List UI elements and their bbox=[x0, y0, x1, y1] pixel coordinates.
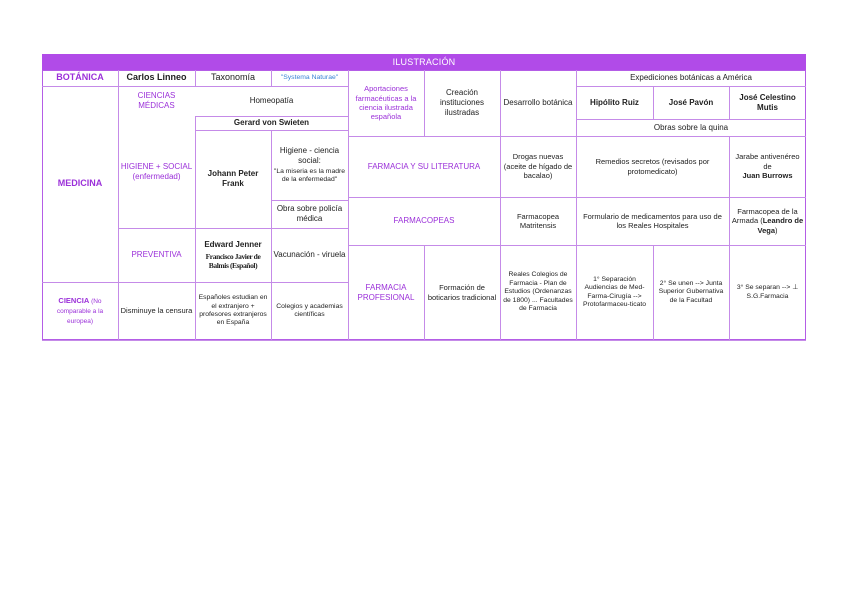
pavon-cell: José Pavón bbox=[668, 97, 714, 107]
preventiva-cell: PREVENTIVA bbox=[131, 250, 182, 259]
expediciones-header: Expediciones botánicas a América bbox=[630, 73, 752, 82]
quina-cell: Obras sobre la quina bbox=[653, 122, 729, 132]
vacunacion-cell: Vacunación - viruela bbox=[273, 250, 346, 259]
leandro-text: Leandro de Vega bbox=[757, 216, 804, 235]
grid-line bbox=[42, 340, 806, 341]
burrows-text: Juan Burrows bbox=[742, 171, 793, 181]
higiene-ciencia-text: Higiene - ciencia social: bbox=[279, 145, 340, 165]
homeopatia-cell: Homeopatía bbox=[249, 96, 294, 105]
armada-pre: Farmacopea de la Armada ( bbox=[731, 206, 798, 226]
censura-cell: Disminuye la censura bbox=[120, 306, 193, 316]
frank-cell: Johann Peter Frank bbox=[207, 169, 259, 188]
taxonomia-cell: Taxonomía bbox=[210, 72, 256, 83]
estudian-cell: Españoles estudian en el extranjero + profesores extranjeros en España bbox=[198, 294, 268, 327]
systema-cell: "Systema Naturae" bbox=[280, 73, 339, 81]
botanica-label: BOTÁNICA bbox=[56, 72, 104, 83]
jarabe-cell bbox=[729, 136, 806, 197]
ciencia-label bbox=[44, 296, 116, 326]
armada-post: ) bbox=[775, 225, 778, 235]
jenner-balmis-cell bbox=[195, 228, 271, 282]
ciencia-cell bbox=[42, 282, 118, 340]
formulario-cell: Formulario de medicamentos para uso de los Reales Hospitales bbox=[583, 211, 722, 230]
jenner-text: Edward Jenner bbox=[204, 239, 262, 249]
linneo-cell: Carlos Linneo bbox=[126, 72, 187, 83]
mutis-cell: José Celestino Mutis bbox=[739, 92, 796, 112]
miseria-quote: "La miseria es la madre de la enfermedad" bbox=[273, 167, 346, 183]
summary-table bbox=[42, 54, 806, 340]
desarrollo-cell: Desarrollo botánica bbox=[503, 98, 573, 107]
higiene-social-cell: HIGIENE + SOCIAL (enfermedad) bbox=[120, 162, 193, 181]
jarabe-text: Jarabe antivenéreo de bbox=[735, 152, 800, 171]
farmacia-profesional-label: FARMACIA PROFESIONAL bbox=[357, 282, 415, 302]
balmis-text: Francisco Javier de Balmis (Español) bbox=[205, 251, 261, 270]
armada-text bbox=[731, 207, 804, 235]
matritensis-cell: Farmacopea Matritensis bbox=[516, 211, 560, 230]
creacion-cell: Creación instituciones ilustradas bbox=[439, 88, 485, 117]
table-title: ILUSTRACIÓN bbox=[42, 54, 806, 70]
segunda-union-cell: 2° Se unen --> Junta Superior Gubernativa de la Facultad bbox=[658, 279, 724, 304]
primera-separacion-cell: 1° Separación Audiencias de Med-Farma-Cirugía --> Protofarmaceu-ticato bbox=[582, 275, 647, 308]
ciencias-medicas-cell: CIENCIAS MÉDICAS bbox=[137, 91, 176, 110]
remedios-cell: Remedios secretos (revisados por protomedicato) bbox=[595, 157, 710, 176]
medicina-label: MEDICINA bbox=[57, 178, 103, 189]
ciencia-note: (No comparable a la europea) bbox=[56, 297, 104, 326]
policia-cell: Obra sobre policía médica bbox=[276, 204, 343, 223]
colegios-cell: Colegios y academias científicas bbox=[276, 302, 343, 318]
ruiz-cell: Hipólito Ruiz bbox=[590, 97, 639, 107]
farmacia-literatura-label: FARMACIA Y SU LITERATURA bbox=[367, 161, 481, 171]
tercera-separacion-cell: 3° Se separan --> ⊥ S.G.Farmacia bbox=[736, 284, 799, 300]
gerard-cell: Gerard von Swieten bbox=[233, 118, 310, 127]
formacion-cell: Formación de boticarios tradicional bbox=[427, 283, 497, 302]
reales-colegios-cell: Reales Colegios de Farmacia - Plan de Estudios (Ordenanzas de 1800) ... Facultades de Farmacia bbox=[503, 271, 573, 313]
farmacopeas-label: FARMACOPEAS bbox=[393, 216, 455, 225]
armada-cell bbox=[729, 197, 806, 245]
aportaciones-cell: Aportaciones farmacéuticas a la ciencia ilustrada española bbox=[355, 84, 417, 122]
ciencia-label-text: CIENCIA bbox=[58, 295, 89, 305]
drogas-cell: Drogas nuevas (aceite de hígado de bacalao) bbox=[503, 152, 573, 181]
higiene-ciencia-cell bbox=[271, 130, 348, 200]
